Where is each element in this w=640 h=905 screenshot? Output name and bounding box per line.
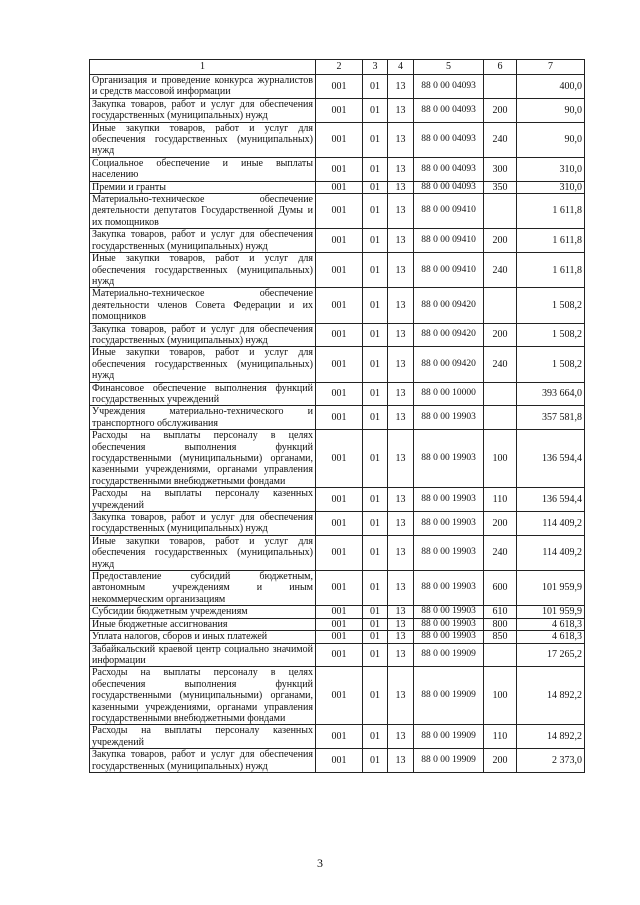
section-code-cell: 01 <box>363 157 388 181</box>
expense-type-cell: 200 <box>484 749 517 773</box>
ministry-code-cell: 001 <box>316 512 363 536</box>
row-name-cell: Иные бюджетные ассигнования <box>90 618 316 630</box>
ministry-code-cell: 001 <box>316 288 363 323</box>
amount-cell: 2 373,0 <box>517 749 585 773</box>
ministry-code-cell: 001 <box>316 535 363 570</box>
target-article-cell: 88 0 00 19909 <box>414 667 484 725</box>
section-code-cell: 01 <box>363 122 388 157</box>
section-code-cell: 01 <box>363 181 388 193</box>
amount-cell: 14 892,2 <box>517 725 585 749</box>
section-code-cell: 01 <box>363 382 388 406</box>
table-header-row <box>90 60 585 75</box>
expense-type-cell: 240 <box>484 535 517 570</box>
ministry-code-cell: 001 <box>316 98 363 122</box>
target-article-cell: 88 0 00 19909 <box>414 643 484 667</box>
ministry-code-cell: 001 <box>316 725 363 749</box>
target-article-cell: 88 0 00 04093 <box>414 122 484 157</box>
amount-cell: 1 508,2 <box>517 288 585 323</box>
row-name-cell: Закупка товаров, работ и услуг для обеспечения государственных (муниципальных) нужд <box>90 749 316 773</box>
amount-cell: 1 611,8 <box>517 194 585 229</box>
subsection-code-cell: 13 <box>388 606 414 618</box>
expense-type-cell <box>484 382 517 406</box>
amount-cell: 310,0 <box>517 181 585 193</box>
target-article-cell: 88 0 00 09420 <box>414 347 484 382</box>
section-code-cell: 01 <box>363 535 388 570</box>
table-row <box>90 382 585 406</box>
subsection-code-cell: 13 <box>388 430 414 488</box>
row-name-cell: Премии и гранты <box>90 181 316 193</box>
target-article-cell: 88 0 00 04093 <box>414 157 484 181</box>
section-code-cell: 01 <box>363 725 388 749</box>
row-name-cell: Материально-техническое обеспечение деятельности членов Совета Федерации и их помощников <box>90 288 316 323</box>
subsection-code-cell: 13 <box>388 347 414 382</box>
column-header: 1 <box>90 60 316 75</box>
section-code-cell: 01 <box>363 606 388 618</box>
amount-cell: 101 959,9 <box>517 571 585 606</box>
ministry-code-cell: 001 <box>316 749 363 773</box>
expense-type-cell: 200 <box>484 229 517 253</box>
row-name-cell: Закупка товаров, работ и услуг для обеспечения государственных (муниципальных) нужд <box>90 229 316 253</box>
amount-cell: 4 618,3 <box>517 618 585 630</box>
section-code-cell: 01 <box>363 253 388 288</box>
section-code-cell: 01 <box>363 618 388 630</box>
expense-type-cell: 350 <box>484 181 517 193</box>
subsection-code-cell: 13 <box>388 643 414 667</box>
amount-cell: 1 611,8 <box>517 229 585 253</box>
expense-type-cell: 300 <box>484 157 517 181</box>
expense-type-cell: 100 <box>484 667 517 725</box>
section-code-cell: 01 <box>363 229 388 253</box>
subsection-code-cell: 13 <box>388 571 414 606</box>
row-name-cell: Иные закупки товаров, работ и услуг для обеспечения государственных (муниципальных) нужд <box>90 122 316 157</box>
section-code-cell: 01 <box>363 323 388 347</box>
amount-cell: 17 265,2 <box>517 643 585 667</box>
row-name-cell: Учреждения материально-технического и транспортного обслуживания <box>90 406 316 430</box>
row-name-cell: Иные закупки товаров, работ и услуг для обеспечения государственных (муниципальных) нужд <box>90 253 316 288</box>
amount-cell: 136 594,4 <box>517 430 585 488</box>
amount-cell: 114 409,2 <box>517 512 585 536</box>
row-name-cell: Иные закупки товаров, работ и услуг для обеспечения государственных (муниципальных) нужд <box>90 347 316 382</box>
column-header: 6 <box>484 60 517 75</box>
table-row <box>90 535 585 570</box>
subsection-code-cell: 13 <box>388 382 414 406</box>
section-code-cell: 01 <box>363 643 388 667</box>
expense-type-cell: 110 <box>484 725 517 749</box>
expense-type-cell: 240 <box>484 122 517 157</box>
target-article-cell: 88 0 00 09420 <box>414 323 484 347</box>
expense-type-cell: 850 <box>484 631 517 643</box>
amount-cell: 1 508,2 <box>517 323 585 347</box>
table-row <box>90 98 585 122</box>
target-article-cell: 88 0 00 19909 <box>414 749 484 773</box>
expense-type-cell <box>484 643 517 667</box>
table-row <box>90 667 585 725</box>
amount-cell: 14 892,2 <box>517 667 585 725</box>
subsection-code-cell: 13 <box>388 229 414 253</box>
section-code-cell: 01 <box>363 347 388 382</box>
budget-table <box>89 59 585 773</box>
table-row <box>90 512 585 536</box>
table-row <box>90 631 585 643</box>
expense-type-cell: 100 <box>484 430 517 488</box>
ministry-code-cell: 001 <box>316 75 363 99</box>
column-header: 5 <box>414 60 484 75</box>
column-header: 4 <box>388 60 414 75</box>
ministry-code-cell: 001 <box>316 181 363 193</box>
amount-cell: 90,0 <box>517 122 585 157</box>
target-article-cell: 88 0 00 19903 <box>414 430 484 488</box>
target-article-cell: 88 0 00 10000 <box>414 382 484 406</box>
expense-type-cell: 240 <box>484 253 517 288</box>
ministry-code-cell: 001 <box>316 643 363 667</box>
table-row <box>90 643 585 667</box>
expense-type-cell <box>484 194 517 229</box>
section-code-cell: 01 <box>363 667 388 725</box>
target-article-cell: 88 0 00 19903 <box>414 631 484 643</box>
subsection-code-cell: 13 <box>388 157 414 181</box>
row-name-cell: Расходы на выплаты персоналу в целях обеспечения выполнения функций государственными (муниципальными) органами, казенными учреждениями, органами управления государственными внебюджетными фондами <box>90 667 316 725</box>
table-row <box>90 157 585 181</box>
target-article-cell: 88 0 00 04093 <box>414 75 484 99</box>
subsection-code-cell: 13 <box>388 122 414 157</box>
row-name-cell: Иные закупки товаров, работ и услуг для обеспечения государственных (муниципальных) нужд <box>90 535 316 570</box>
row-name-cell: Социальное обеспечение и иные выплаты населению <box>90 157 316 181</box>
section-code-cell: 01 <box>363 98 388 122</box>
target-article-cell: 88 0 00 19903 <box>414 618 484 630</box>
subsection-code-cell: 13 <box>388 749 414 773</box>
amount-cell: 4 618,3 <box>517 631 585 643</box>
expense-type-cell: 240 <box>484 347 517 382</box>
ministry-code-cell: 001 <box>316 488 363 512</box>
target-article-cell: 88 0 00 19903 <box>414 535 484 570</box>
amount-cell: 400,0 <box>517 75 585 99</box>
expense-type-cell: 200 <box>484 512 517 536</box>
amount-cell: 393 664,0 <box>517 382 585 406</box>
table-row <box>90 288 585 323</box>
ministry-code-cell: 001 <box>316 347 363 382</box>
amount-cell: 310,0 <box>517 157 585 181</box>
subsection-code-cell: 13 <box>388 725 414 749</box>
subsection-code-cell: 13 <box>388 488 414 512</box>
section-code-cell: 01 <box>363 430 388 488</box>
subsection-code-cell: 13 <box>388 98 414 122</box>
row-name-cell: Закупка товаров, работ и услуг для обеспечения государственных (муниципальных) нужд <box>90 323 316 347</box>
amount-cell: 136 594,4 <box>517 488 585 512</box>
section-code-cell: 01 <box>363 631 388 643</box>
target-article-cell: 88 0 00 09410 <box>414 229 484 253</box>
ministry-code-cell: 001 <box>316 618 363 630</box>
amount-cell: 1 508,2 <box>517 347 585 382</box>
row-name-cell: Субсидии бюджетным учреждениям <box>90 606 316 618</box>
subsection-code-cell: 13 <box>388 512 414 536</box>
subsection-code-cell: 13 <box>388 253 414 288</box>
table-row <box>90 75 585 99</box>
target-article-cell: 88 0 00 19903 <box>414 406 484 430</box>
target-article-cell: 88 0 00 19903 <box>414 606 484 618</box>
table-body <box>90 75 585 773</box>
table-row <box>90 347 585 382</box>
row-name-cell: Расходы на выплаты персоналу казенных учреждений <box>90 725 316 749</box>
table-row <box>90 406 585 430</box>
ministry-code-cell: 001 <box>316 606 363 618</box>
row-name-cell: Материально-техническое обеспечение деятельности депутатов Государственной Думы и их помощников <box>90 194 316 229</box>
table-row <box>90 725 585 749</box>
row-name-cell: Предоставление субсидий бюджетным, автономным учреждениям и иным некоммерческим организациям <box>90 571 316 606</box>
subsection-code-cell: 13 <box>388 406 414 430</box>
row-name-cell: Расходы на выплаты персоналу в целях обеспечения выполнения функций государственными (муниципальными) органами, казенными учреждениями, органами управления государственными внебюджетными фондами <box>90 430 316 488</box>
target-article-cell: 88 0 00 09420 <box>414 288 484 323</box>
table-row <box>90 181 585 193</box>
section-code-cell: 01 <box>363 194 388 229</box>
table-row <box>90 122 585 157</box>
table-row <box>90 430 585 488</box>
target-article-cell: 88 0 00 19903 <box>414 571 484 606</box>
ministry-code-cell: 001 <box>316 406 363 430</box>
row-name-cell: Организация и проведение конкурса журналистов и средств массовой информации <box>90 75 316 99</box>
column-header: 3 <box>363 60 388 75</box>
table-row <box>90 229 585 253</box>
expense-type-cell <box>484 75 517 99</box>
subsection-code-cell: 13 <box>388 323 414 347</box>
row-name-cell: Уплата налогов, сборов и иных платежей <box>90 631 316 643</box>
column-header: 7 <box>517 60 585 75</box>
table-row <box>90 253 585 288</box>
ministry-code-cell: 001 <box>316 122 363 157</box>
amount-cell: 101 959,9 <box>517 606 585 618</box>
table-row <box>90 606 585 618</box>
subsection-code-cell: 13 <box>388 194 414 229</box>
target-article-cell: 88 0 00 19909 <box>414 725 484 749</box>
ministry-code-cell: 001 <box>316 229 363 253</box>
expense-type-cell: 610 <box>484 606 517 618</box>
subsection-code-cell: 13 <box>388 618 414 630</box>
row-name-cell: Финансовое обеспечение выполнения функций государственных учреждений <box>90 382 316 406</box>
section-code-cell: 01 <box>363 406 388 430</box>
ministry-code-cell: 001 <box>316 382 363 406</box>
ministry-code-cell: 001 <box>316 194 363 229</box>
page-number: 3 <box>317 856 323 870</box>
expense-type-cell: 600 <box>484 571 517 606</box>
subsection-code-cell: 13 <box>388 535 414 570</box>
subsection-code-cell: 13 <box>388 667 414 725</box>
ministry-code-cell: 001 <box>316 323 363 347</box>
ministry-code-cell: 001 <box>316 571 363 606</box>
ministry-code-cell: 001 <box>316 667 363 725</box>
ministry-code-cell: 001 <box>316 253 363 288</box>
section-code-cell: 01 <box>363 512 388 536</box>
row-name-cell: Закупка товаров, работ и услуг для обеспечения государственных (муниципальных) нужд <box>90 98 316 122</box>
subsection-code-cell: 13 <box>388 288 414 323</box>
row-name-cell: Расходы на выплаты персоналу казенных учреждений <box>90 488 316 512</box>
column-header: 2 <box>316 60 363 75</box>
target-article-cell: 88 0 00 04093 <box>414 98 484 122</box>
amount-cell: 1 611,8 <box>517 253 585 288</box>
section-code-cell: 01 <box>363 749 388 773</box>
target-article-cell: 88 0 00 19903 <box>414 512 484 536</box>
ministry-code-cell: 001 <box>316 430 363 488</box>
expense-type-cell: 110 <box>484 488 517 512</box>
amount-cell: 90,0 <box>517 98 585 122</box>
expense-type-cell <box>484 406 517 430</box>
section-code-cell: 01 <box>363 288 388 323</box>
table-row <box>90 323 585 347</box>
table-row <box>90 618 585 630</box>
table-row <box>90 194 585 229</box>
target-article-cell: 88 0 00 04093 <box>414 181 484 193</box>
row-name-cell: Закупка товаров, работ и услуг для обеспечения государственных (муниципальных) нужд <box>90 512 316 536</box>
section-code-cell: 01 <box>363 488 388 512</box>
ministry-code-cell: 001 <box>316 157 363 181</box>
row-name-cell: Забайкальский краевой центр социально значимой информации <box>90 643 316 667</box>
expense-type-cell <box>484 288 517 323</box>
section-code-cell: 01 <box>363 75 388 99</box>
amount-cell: 114 409,2 <box>517 535 585 570</box>
expense-type-cell: 200 <box>484 323 517 347</box>
section-code-cell: 01 <box>363 571 388 606</box>
ministry-code-cell: 001 <box>316 631 363 643</box>
subsection-code-cell: 13 <box>388 181 414 193</box>
expense-type-cell: 800 <box>484 618 517 630</box>
subsection-code-cell: 13 <box>388 631 414 643</box>
table-row <box>90 749 585 773</box>
target-article-cell: 88 0 00 09410 <box>414 253 484 288</box>
table-row <box>90 571 585 606</box>
target-article-cell: 88 0 00 19903 <box>414 488 484 512</box>
subsection-code-cell: 13 <box>388 75 414 99</box>
amount-cell: 357 581,8 <box>517 406 585 430</box>
table-row <box>90 488 585 512</box>
target-article-cell: 88 0 00 09410 <box>414 194 484 229</box>
expense-type-cell: 200 <box>484 98 517 122</box>
